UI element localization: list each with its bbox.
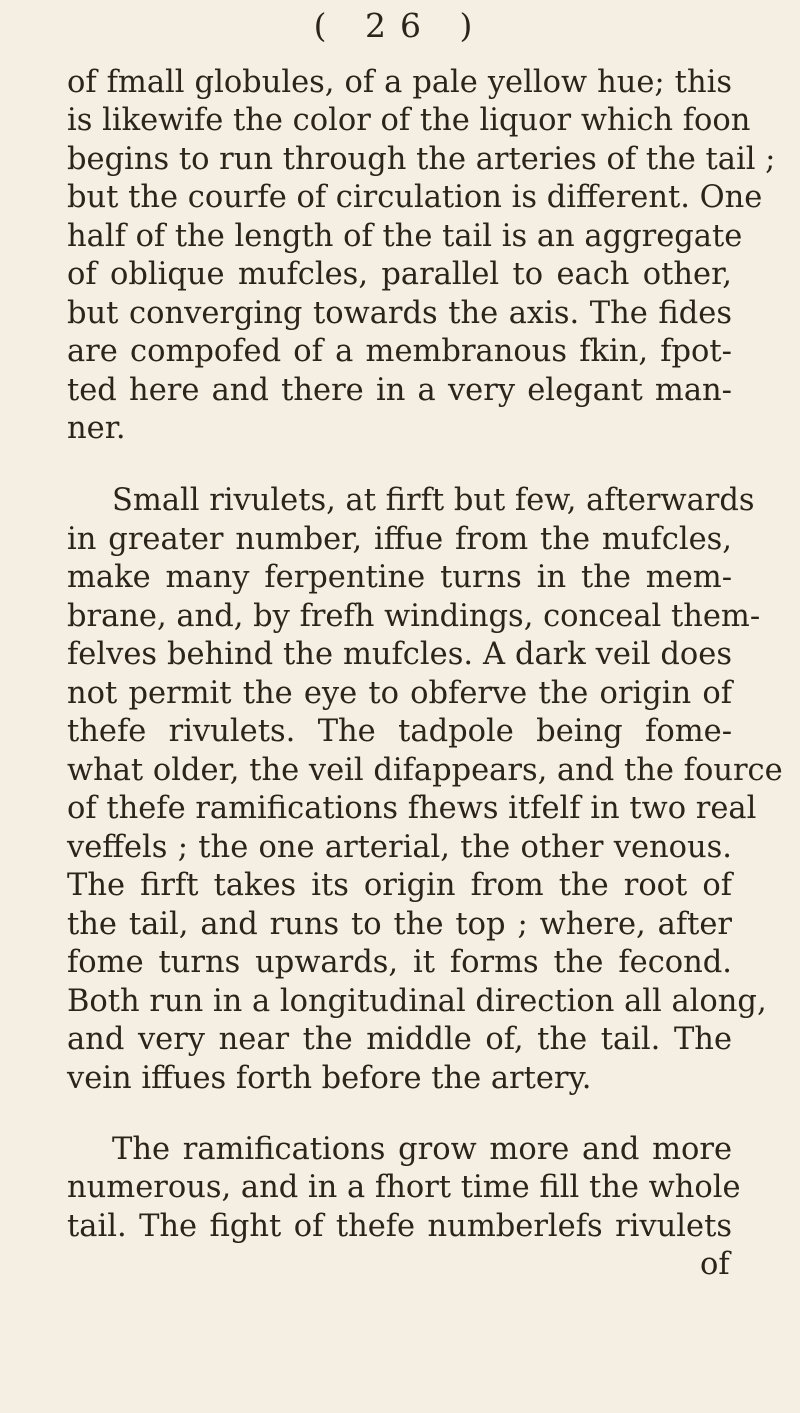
text-line: brane, and, by frefh windings, conceal them- <box>67 599 761 634</box>
text-line: The firft takes its origin from the root of <box>67 868 732 903</box>
text-line: numerous, and in a fhort time fill the whole <box>67 1170 741 1205</box>
text-line: but converging towards the axis. The fides <box>67 296 732 331</box>
page-header <box>0 0 800 66</box>
text-line: are compofed of a membranous fkin, fpot- <box>67 334 732 369</box>
text-line: of oblique mufcles, parallel to each other, <box>67 257 732 292</box>
text-line: and very near the middle of, the tail. The <box>67 1022 732 1057</box>
text-line: of fmall globules, of a pale yellow hue; this <box>67 65 732 100</box>
text-line: in greater number, iffue from the mufcles, <box>67 522 732 557</box>
text-line: the tail, and runs to the top ; where, after <box>67 907 732 942</box>
text-line: The ramifications grow more and more <box>112 1132 732 1167</box>
text-line: Small rivulets, at firft but few, afterwards <box>112 483 755 518</box>
text-line: is likewife the color of the liquor which foon <box>67 103 751 138</box>
text-line: half of the length of the tail is an aggregate <box>67 219 743 254</box>
text-line: thefe rivulets. The tadpole being fome- <box>67 714 732 749</box>
text-line: ted here and there in a very elegant man- <box>67 373 732 408</box>
text-line: what older, the veil difappears, and the fource <box>67 753 783 788</box>
text-line: begins to run through the arteries of the tail ; <box>67 142 776 177</box>
text-line: vein iffues forth before the artery. <box>67 1061 592 1096</box>
text-line: ner. <box>67 411 126 446</box>
text-line: felves behind the mufcles. A dark veil does <box>67 637 732 672</box>
text-line: make many ferpentine turns in the mem- <box>67 560 732 595</box>
text-line: veffels ; the one arterial, the other venous. <box>67 830 732 865</box>
catchword: of <box>700 1247 730 1282</box>
page-number: ( 26 ) <box>313 6 487 45</box>
text-line: tail. The fight of thefe numberlefs rivulets <box>67 1209 732 1244</box>
text-line: of thefe ramifications fhews itfelf in two real <box>67 791 757 826</box>
text-line: fome turns upwards, it forms the fecond. <box>67 945 732 980</box>
text-line: Both run in a longitudinal direction all along, <box>67 984 767 1019</box>
text-line: not permit the eye to obferve the origin of <box>67 676 732 711</box>
text-line: but the courfe of circulation is different. One <box>67 180 763 215</box>
